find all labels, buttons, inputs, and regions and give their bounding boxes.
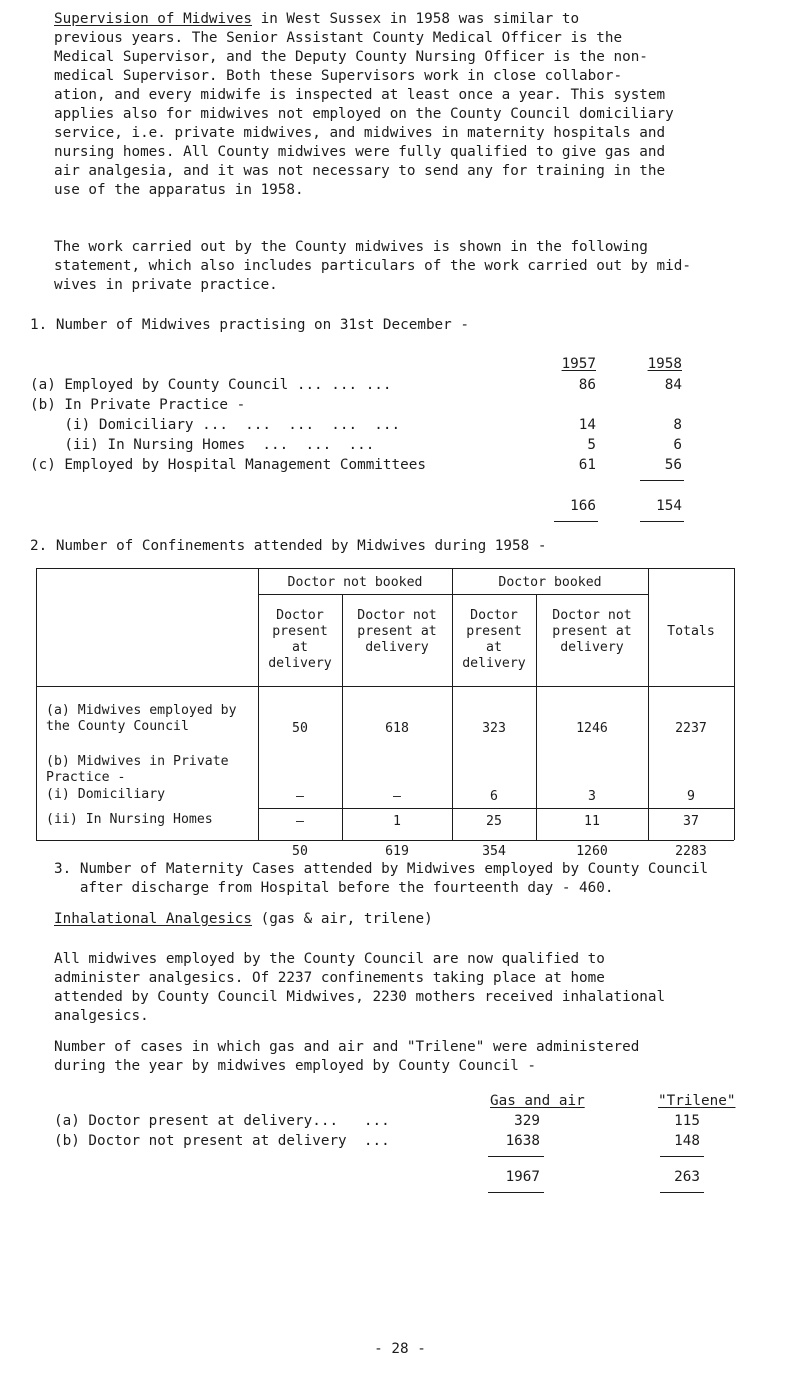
table-row-label: (i) Domiciliary xyxy=(46,787,166,802)
section3-line: 3. Number of Maternity Cases attended by Midwives employed by County Council xyxy=(54,861,709,877)
divider xyxy=(660,1156,704,1157)
table-border xyxy=(36,568,734,569)
inhalational-line: analgesics. xyxy=(54,1008,149,1024)
header-doctor-not-booked: Doctor not booked xyxy=(287,575,423,590)
table-row-label: (a) Midwives employed by the County Council xyxy=(46,703,237,734)
table-cell: – xyxy=(393,789,401,804)
inhalational-heading-suffix: (gas & air, trilene) xyxy=(251,911,433,927)
table-cell: 2283 xyxy=(675,844,707,859)
col-1957-header: 1957 xyxy=(561,356,596,372)
intro-line: nursing homes. All County midwives were fully qualified to give gas and xyxy=(54,144,666,160)
s1-row-a-label: (a) Employed by County Council ... ... ... xyxy=(30,377,392,393)
divider xyxy=(660,1192,704,1193)
section1-heading: 1. Number of Midwives practising on 31st December - xyxy=(30,317,469,333)
inhalational-heading: Inhalational Analgesics xyxy=(54,911,252,927)
gas-row-a-label: (a) Doctor present at delivery... ... xyxy=(54,1113,390,1129)
intro-line: service, i.e. private midwives, and midwives in maternity hospitals and xyxy=(54,125,666,141)
inhalational-line: All midwives employed by the County Council are now qualified to xyxy=(54,951,605,967)
header-totals: Totals xyxy=(667,624,715,639)
cases-line: during the year by midwives employed by County Council - xyxy=(54,1058,537,1074)
table-border xyxy=(258,808,734,809)
work-paragraph xyxy=(54,238,794,295)
intro-line: applies also for midwives not employed on the County Council domiciliary xyxy=(54,106,674,122)
col-gas-header: Gas and air xyxy=(490,1093,585,1109)
s1-row-c-label: (c) Employed by Hospital Management Committees xyxy=(30,457,426,473)
table-border xyxy=(258,594,648,595)
intro-paragraph xyxy=(54,10,794,200)
inhalational-paragraph xyxy=(54,950,794,1026)
col-1958-header: 1958 xyxy=(647,356,682,372)
s1-total-1957: 166 xyxy=(570,498,596,514)
inhalational-line: administer analgesics. Of 2237 confinements taking place at home xyxy=(54,970,605,986)
table-cell: 50 xyxy=(292,721,308,736)
gas-row-a-gas: 329 xyxy=(514,1113,540,1129)
s1-total-1958: 154 xyxy=(656,498,682,514)
intro-line: ation, and every midwife is inspected at least once a year. This system xyxy=(54,87,666,103)
table-border xyxy=(36,840,734,841)
s1-row-bii-label: (ii) In Nursing Homes ... ... ... xyxy=(30,437,375,453)
section3-paragraph xyxy=(54,860,794,898)
divider xyxy=(488,1192,544,1193)
table-cell: 25 xyxy=(486,814,502,829)
table-border xyxy=(36,568,37,840)
header-doctor-booked: Doctor booked xyxy=(498,575,602,590)
table-cell: – xyxy=(296,814,304,829)
table-row-label: (ii) In Nursing Homes xyxy=(46,812,213,827)
table-cell: – xyxy=(296,789,304,804)
section3-line: after discharge from Hospital before the fourteenth day - 460. xyxy=(54,880,614,896)
cases-line: Number of cases in which gas and air and "Trilene" were administered xyxy=(54,1039,640,1055)
s1-row-bi-1958: 8 xyxy=(673,417,682,433)
header-not-booked-not-present: Doctor not present at delivery xyxy=(357,608,437,655)
table-cell: 50 xyxy=(292,844,308,859)
intro-line: previous years. The Senior Assistant County Medical Officer is the xyxy=(54,30,623,46)
gas-row-b-gas: 1638 xyxy=(505,1133,540,1149)
gas-row-b-label: (b) Doctor not present at delivery ... xyxy=(54,1133,390,1149)
divider xyxy=(640,521,684,522)
header-not-booked-present: Doctor present at delivery xyxy=(268,608,332,671)
table-cell: 3 xyxy=(588,789,596,804)
intro-line: use of the apparatus in 1958. xyxy=(54,182,304,198)
s1-row-bi-label: (i) Domiciliary ... ... ... ... ... xyxy=(30,417,401,433)
table-cell: 37 xyxy=(683,814,699,829)
divider xyxy=(488,1156,544,1157)
intro-line: Medical Supervisor, and the Deputy County Nursing Officer is the non- xyxy=(54,49,648,65)
work-line: statement, which also includes particulars of the work carried out by mid- xyxy=(54,258,691,274)
s1-row-a-1957: 86 xyxy=(578,377,596,393)
table-cell: 11 xyxy=(584,814,600,829)
s1-row-bii-1957: 5 xyxy=(587,437,596,453)
s1-row-bi-1957: 14 xyxy=(578,417,596,433)
table-border xyxy=(36,686,734,687)
intro-line: air analgesia, and it was not necessary to send any for training in the xyxy=(54,163,666,179)
s1-row-bii-1958: 6 xyxy=(673,437,682,453)
gas-total: 1967 xyxy=(505,1169,540,1185)
divider xyxy=(640,480,684,481)
table-cell: 1260 xyxy=(576,844,608,859)
inhalational-heading-line xyxy=(54,910,433,929)
trilene-total: 263 xyxy=(674,1169,700,1185)
work-line: wives in private practice. xyxy=(54,277,278,293)
section2-heading: 2. Number of Confinements attended by Midwives during 1958 - xyxy=(30,538,547,554)
table-cell: 1 xyxy=(393,814,401,829)
supervision-heading: Supervision of Midwives xyxy=(54,11,252,27)
s1-row-c-1957: 61 xyxy=(578,457,596,473)
intro-line: in West Sussex in 1958 was similar to xyxy=(251,11,580,27)
intro-line: medical Supervisor. Both these Supervisors work in close collabor- xyxy=(54,68,623,84)
table-cell: 618 xyxy=(385,721,409,736)
s1-row-a-1958: 84 xyxy=(664,377,682,393)
table-row-label: (b) Midwives in Private Practice - xyxy=(46,754,229,785)
cases-paragraph xyxy=(54,1038,794,1076)
table-cell: 1246 xyxy=(576,721,608,736)
table-cell: 323 xyxy=(482,721,506,736)
table-cell: 2237 xyxy=(675,721,707,736)
divider xyxy=(554,521,598,522)
work-line: The work carried out by the County midwives is shown in the following xyxy=(54,239,648,255)
table-cell: 6 xyxy=(490,789,498,804)
inhalational-line: attended by County Council Midwives, 2230 mothers received inhalational xyxy=(54,989,666,1005)
gas-row-a-trilene: 115 xyxy=(674,1113,700,1129)
table-cell: 9 xyxy=(687,789,695,804)
col-trilene-header: "Trilene" xyxy=(658,1093,736,1109)
gas-row-b-trilene: 148 xyxy=(674,1133,700,1149)
s1-row-c-1958: 56 xyxy=(664,457,682,473)
header-booked-not-present: Doctor not present at delivery xyxy=(552,608,632,655)
table-cell: 354 xyxy=(482,844,506,859)
table-cell: 619 xyxy=(385,844,409,859)
s1-row-b-label: (b) In Private Practice - xyxy=(30,397,246,413)
header-booked-present: Doctor present at delivery xyxy=(462,608,526,671)
page-number: - 28 - xyxy=(374,1341,426,1357)
